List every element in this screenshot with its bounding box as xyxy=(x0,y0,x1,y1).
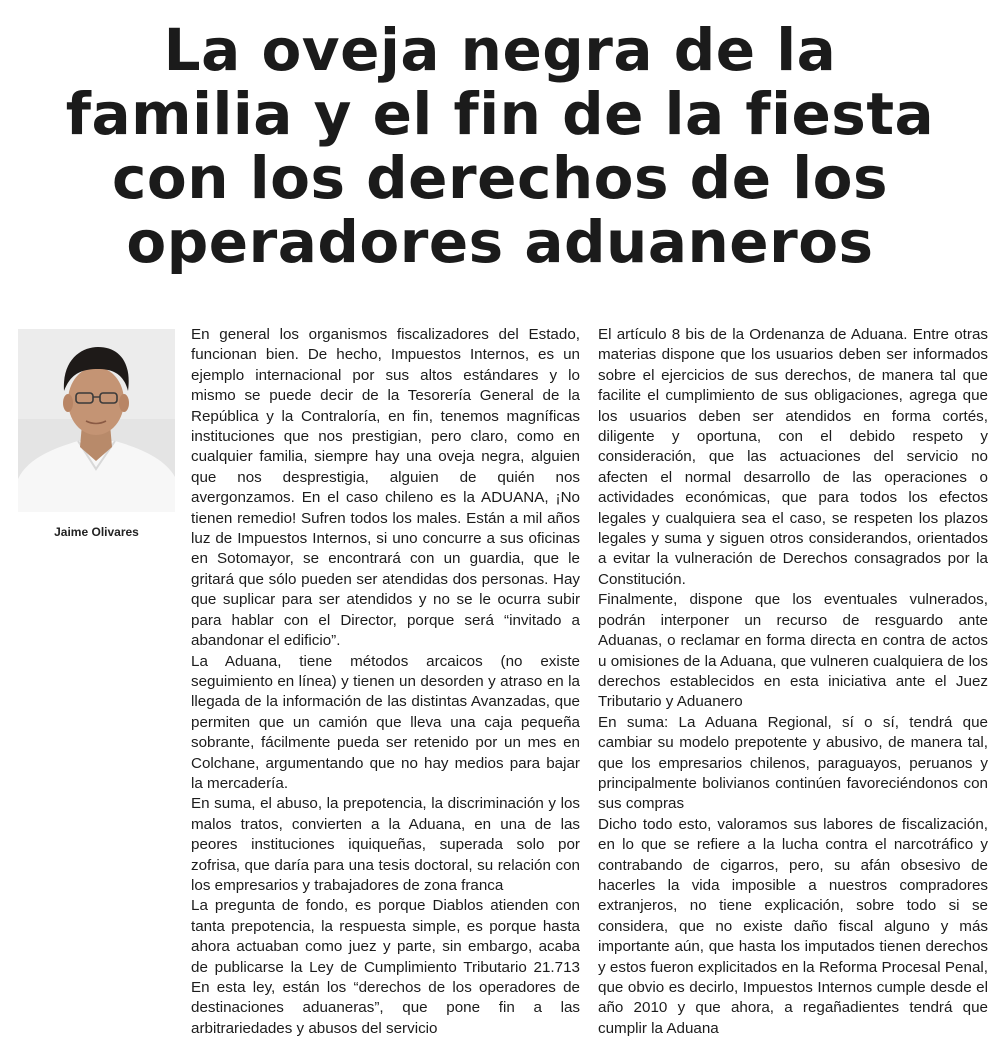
paragraph: En general los organismos fiscalizadores del Estado, funcionan bien. De hecho, Impuestos Internos, es un ejemplo internacional por sus altos estándares y lo mismo se puede decir de la Tesorería General de la República y la Contraloría, en fin, tenemos magníficas instituciones que nos prestigian, pero claro, como en cualquier familia, siempre hay una oveja negra, alguien que nos desprestigia, alguien de quién nos avergonzamos. En el caso chileno es la ADUANA, ¡No tienen remedio! Sufren todos los males. Están a mil años luz de Impuestos Internos, si uno concurre a sus oficinas en Sotomayor, se encontrará con un guardia, que le gritará que sólo pueden ser atendidas dos personas. Hay que suplicar para ser atendidos y no se le ocurra subir para hablar con el Director, porque será “invitado a abandonar el edificio”. xyxy=(191,326,580,650)
paragraph: La Aduana, tiene métodos arcaicos (no existe seguimiento en línea) y tienen un desorden y atraso en la llegada de la información de las distintas Avanzadas, que permiten que un camión que lleva una caja pequeña sobrante, fácilmente pueda ser retenido por un mes en Colchane, argumentando que no hay medios para bajar la mercadería. xyxy=(191,652,580,792)
article-headline xyxy=(0,18,1000,274)
headline-line-4: operadores aduaneros xyxy=(126,208,874,276)
author-portrait-image xyxy=(18,329,175,512)
paragraph: El artículo 8 bis de la Ordenanza de Aduana. Entre otras materias dispone que los usuarios deben ser informados sobre el ejercicios de sus derechos, de manera tal que facilite el cumplimiento de sus obligaciones, agrega que los usuarios deben ser atendidos en forma cortés, diligente y oportuna, con el debido respeto y consideración, que las actuaciones del servicio no afecten el normal desarrollo de las operaciones o actividades económicas, que para todos los efectos legales y cualquiera sea el caso, se respeten los plazos legales y suma y siguen otros considerandos, orientados a evitar la vulneración de Derechos consagrados por la Constitución. xyxy=(598,326,988,588)
article-column-right xyxy=(598,325,988,1039)
headline-line-3: con los derechos de los xyxy=(112,144,888,212)
article-column-left xyxy=(191,325,580,1039)
author-photo xyxy=(18,329,175,512)
paragraph: Finalmente, dispone que los eventuales vulnerados, podrán interponer un recurso de resguardo ante Aduanas, o reclamar en forma directa en contra de actos u omisiones de la Aduana, que vulneren cualquiera de los derechos establecidos en esta iniciativa ante el Juez Tributario y Aduanero xyxy=(598,591,988,711)
paragraph: La pregunta de fondo, es porque Diablos atienden con tanta prepotencia, la respuesta simple, es porque hasta ahora actuaban como juez y parte, sin embargo, acaba de publicarse la Ley de Cumplimiento Tributario 21.713 En esta ley, están los “derechos de los operadores de destinaciones aduaneras”, que pone fin a las arbitrariedades y abusos del servicio xyxy=(191,897,580,1037)
paragraph: En suma: La Aduana Regional, sí o sí, tendrá que cambiar su modelo prepotente y abusivo, de manera tal, que los empresarios chilenos, paraguayos, peruanos y principalmente bolivianos continúen favoreciéndonos con sus compras xyxy=(598,713,988,813)
headline-line-1: La oveja negra de la xyxy=(163,16,837,84)
headline-line-2: familia y el fin de la fiesta xyxy=(65,80,935,148)
author-caption: Jaime Olivares xyxy=(54,525,139,539)
paragraph: En suma, el abuso, la prepotencia, la discriminación y los malos tratos, convierten a la Aduana, en una de las peores instituciones iquiqueñas, superada solo por zofrisa, que daría para una tesis doctoral, su relación con los empresarios y trabajadores de zona franca xyxy=(191,795,580,894)
paragraph: Dicho todo esto, valoramos sus labores de fiscalización, en lo que se refiere a la lucha contra el narcotráfico y contrabando de cigarros, pero, su afán obsesivo de hacerles la vida imposible a nuestros compradores extranjeros, no tiene explicación, sobre todo si se considera, que no existe daño fiscal alguno y más importante aún, que hasta los imputados tienen derechos y estos fueron explicitados en la Reforma Procesal Penal, que obvio es decirlo, Impuestos Internos cumple desde el año 2010 y que ahora, a regañadientes tendrá que cumplir la Aduana xyxy=(598,815,988,1037)
